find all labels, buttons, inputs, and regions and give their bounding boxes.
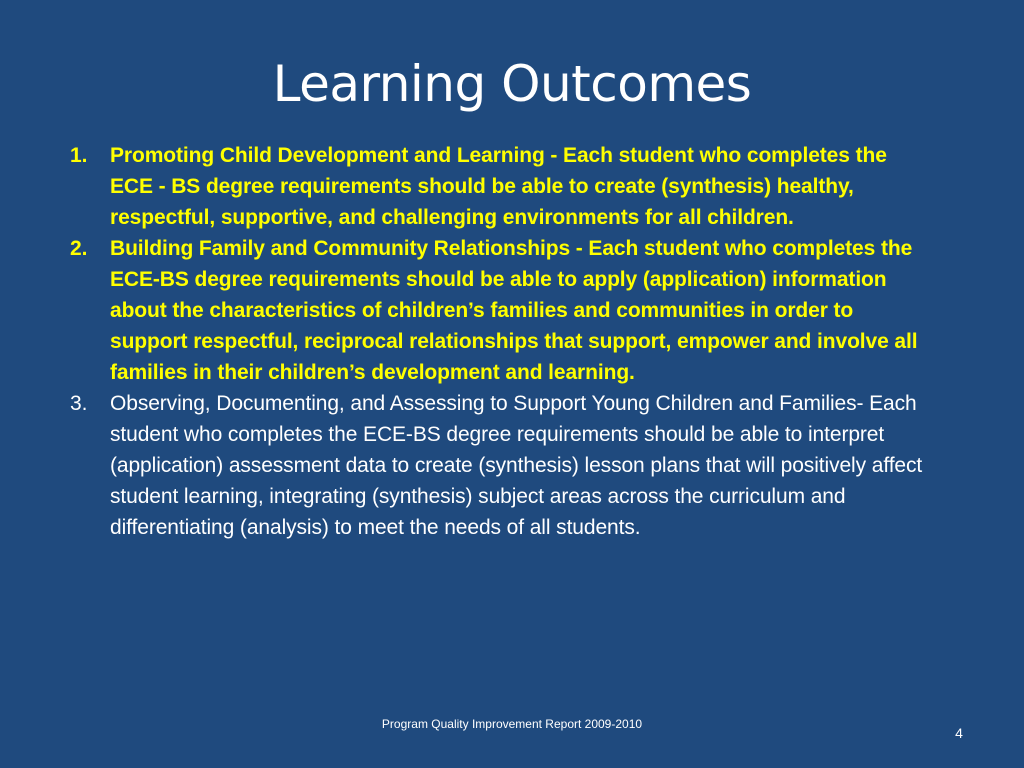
outcome-text: Promoting Child Development and Learning - Each student who completes the ECE - BS degree requirements should be able to create (synthesis) healthy, respectful, supportive, and challenging environments for all children. [110, 144, 887, 229]
outcome-number: 1. [70, 144, 88, 167]
outcome-item-2 [70, 233, 930, 388]
page-number: 4 [955, 725, 963, 741]
outcome-item-1 [70, 140, 930, 233]
outcome-number: 2. [70, 237, 88, 260]
slide-footer: Program Quality Improvement Report 2009-2010 [381, 717, 643, 731]
outcome-text: Building Family and Community Relationships - Each student who completes the ECE-BS degree requirements should be able to apply (application) information about the characteristics of children’s families and communities in order to support respectful, reciprocal relationships that support, empower and involve all families in their children’s development and learning. [110, 237, 918, 384]
outcome-number: 3. [70, 392, 88, 415]
outcome-text: Observing, Documenting, and Assessing to Support Young Children and Families- Each student who completes the ECE-BS degree requirements should be able to interpret (application) assessment data to create (synthesis) lesson plans that will positively affect student learning, integrating (synthesis) subject areas across the curriculum and differentiating (analysis) to meet the needs of all students. [110, 392, 923, 539]
outcome-item-3 [70, 388, 930, 543]
slide-title: Learning Outcomes [272, 55, 752, 113]
learning-outcomes-list [70, 140, 930, 543]
